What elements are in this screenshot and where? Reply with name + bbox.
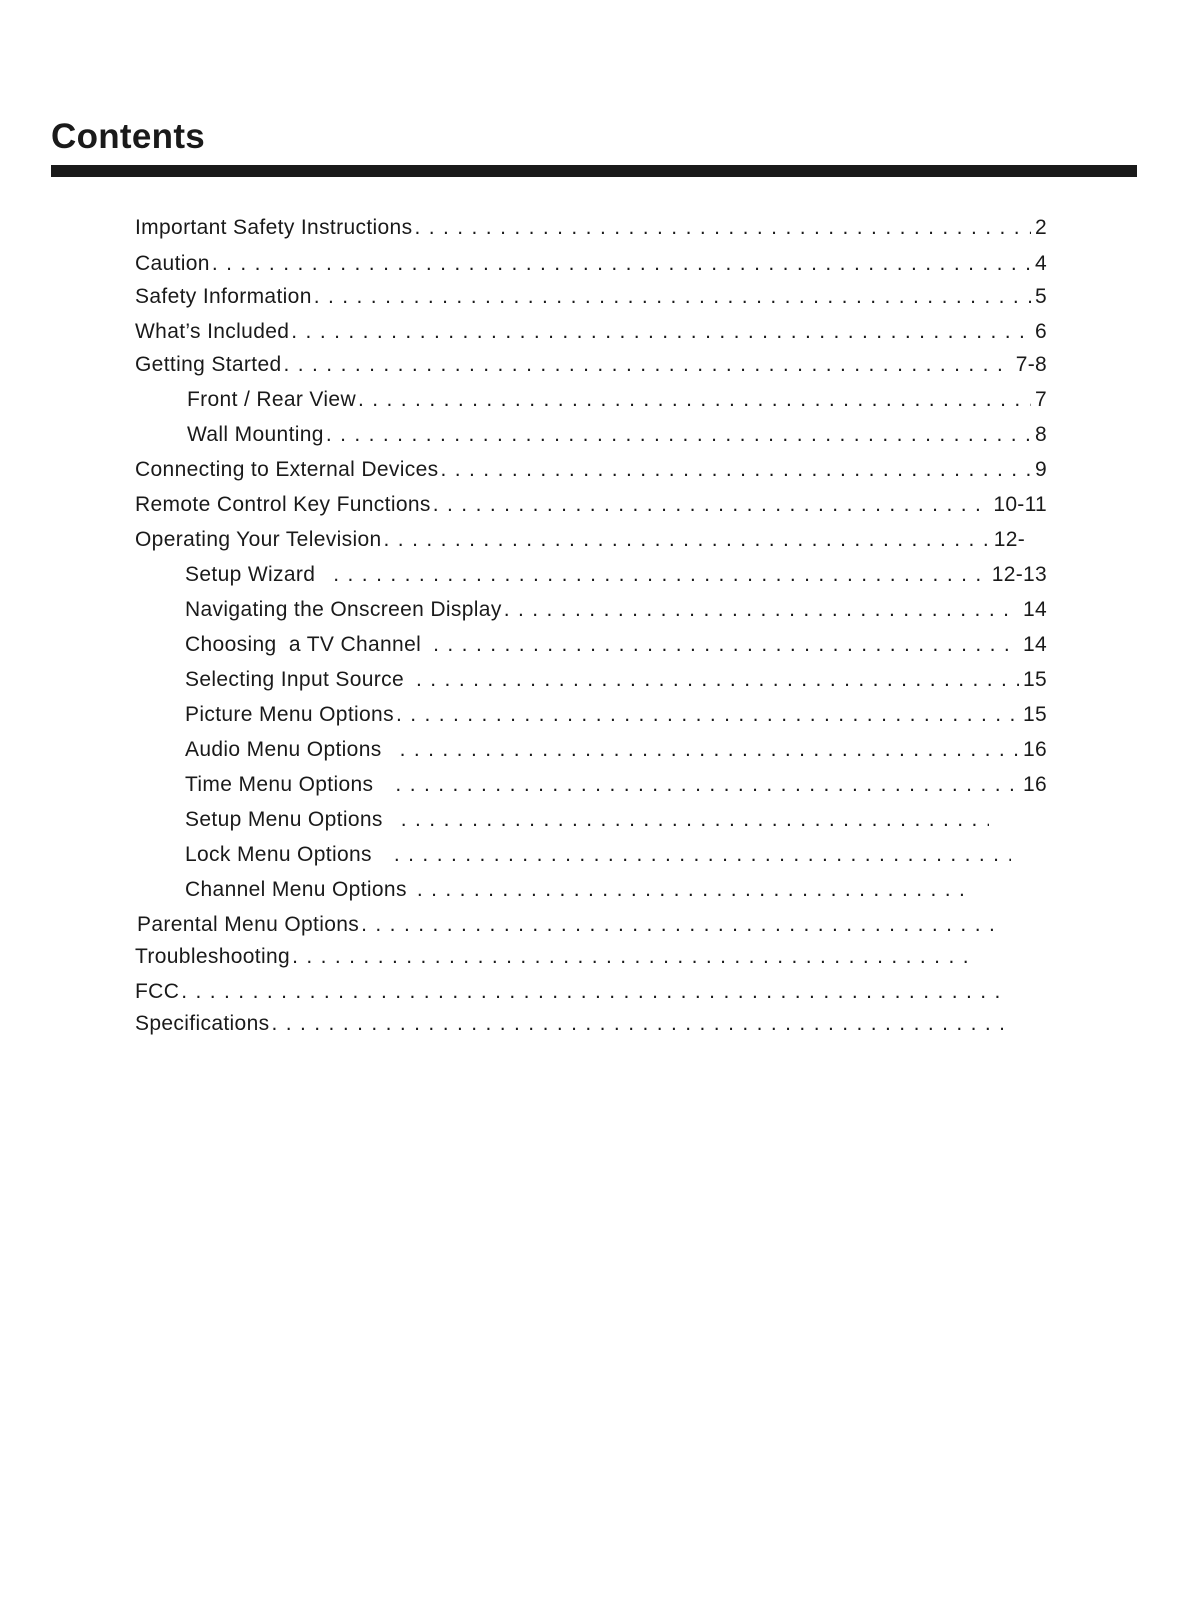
toc-entry-label: Troubleshooting bbox=[135, 945, 291, 968]
dot-leader bbox=[399, 806, 989, 834]
toc-entry-label: Lock Menu Options bbox=[185, 843, 372, 866]
toc-entry-label: Navigating the Onscreen Display bbox=[185, 598, 502, 621]
toc-entry-page: 12- bbox=[993, 528, 1025, 551]
toc-entry-label: Operating Your Television bbox=[135, 528, 382, 551]
dot-leader bbox=[179, 978, 1003, 1006]
toc-entry-setup-menu-options[interactable] bbox=[185, 806, 993, 834]
dot-leader bbox=[289, 318, 1031, 346]
toc-entry-page: 16 bbox=[1023, 773, 1047, 796]
toc-entry-label: Parental Menu Options bbox=[137, 913, 360, 936]
toc-entry-page: 15 bbox=[1023, 703, 1047, 726]
toc-entry-troubleshooting[interactable] bbox=[135, 943, 977, 971]
toc-entry-page: 7 bbox=[1035, 388, 1047, 411]
dot-leader bbox=[394, 701, 1019, 729]
dot-leader bbox=[356, 386, 1031, 414]
toc-entry-page: 10-11 bbox=[993, 493, 1047, 516]
toc-entry-front-rear-view[interactable] bbox=[187, 386, 1047, 414]
toc-entry-setup-wizard[interactable] bbox=[185, 561, 1047, 589]
toc-entry-page: 6 bbox=[1035, 320, 1047, 343]
dot-leader bbox=[269, 1010, 1003, 1038]
toc-entry-audio-menu-options[interactable] bbox=[185, 736, 1047, 764]
toc-entry-label: Picture Menu Options bbox=[185, 703, 394, 726]
toc-entry-wall-mounting[interactable] bbox=[187, 421, 1047, 449]
dot-leader bbox=[415, 876, 973, 904]
toc-entry-label: Remote Control Key Functions bbox=[135, 493, 431, 516]
dot-leader bbox=[210, 250, 1031, 278]
toc-entry-label: FCC bbox=[135, 980, 180, 1003]
toc-entry-specifications[interactable] bbox=[135, 1010, 1007, 1038]
toc-entry-page: 12-13 bbox=[991, 563, 1047, 586]
toc-entry-page: 7-8 bbox=[1015, 353, 1047, 376]
dot-leader bbox=[324, 421, 1031, 449]
toc-entry-label: Selecting Input Source bbox=[185, 668, 405, 691]
toc-entry-page: 9 bbox=[1035, 458, 1047, 481]
toc-entry-label: Safety Information bbox=[135, 285, 312, 308]
toc-entry-page: 8 bbox=[1035, 423, 1047, 446]
toc-entry-page: 15 bbox=[1023, 668, 1047, 691]
toc-entry-operating-your-television[interactable] bbox=[135, 526, 1025, 554]
toc-entry-label: Getting Started bbox=[135, 353, 282, 376]
toc-entry-page: 2 bbox=[1035, 216, 1047, 239]
page-title: Contents bbox=[51, 117, 206, 156]
dot-leader bbox=[331, 561, 988, 589]
toc-entry-label: Choosing a TV Channel bbox=[185, 633, 422, 656]
dot-leader bbox=[431, 491, 990, 519]
dot-leader bbox=[393, 771, 1019, 799]
toc-entry-label: Wall Mounting bbox=[187, 423, 324, 446]
toc-entry-page: 16 bbox=[1023, 738, 1047, 761]
toc-entry-page: 5 bbox=[1035, 285, 1047, 308]
toc-entry-label: What’s Included bbox=[135, 320, 290, 343]
toc-entry-choosing-tv-channel[interactable] bbox=[185, 631, 1047, 659]
toc-entry-label: Caution bbox=[135, 252, 210, 275]
dot-leader bbox=[359, 911, 1003, 939]
toc-entry-getting-started[interactable] bbox=[135, 351, 1047, 379]
toc-entry-fcc[interactable] bbox=[135, 978, 1007, 1006]
toc-entry-time-menu-options[interactable] bbox=[185, 771, 1047, 799]
dot-leader bbox=[398, 736, 1019, 764]
toc-entry-selecting-input-source[interactable] bbox=[185, 666, 1047, 694]
toc-entry-navigating-onscreen-display[interactable] bbox=[185, 596, 1047, 624]
toc-entry-lock-menu-options[interactable] bbox=[185, 841, 1015, 869]
toc-entry-page: 14 bbox=[1023, 633, 1047, 656]
toc-entry-label: Important Safety Instructions bbox=[135, 216, 413, 239]
toc-entry-caution[interactable] bbox=[135, 250, 1047, 278]
dot-leader bbox=[382, 526, 990, 554]
toc-entry-label: Connecting to External Devices bbox=[135, 458, 439, 481]
toc-entry-label: Setup Menu Options bbox=[185, 808, 383, 831]
dot-leader bbox=[414, 666, 1019, 694]
toc-entry-label: Time Menu Options bbox=[185, 773, 374, 796]
toc-entry-safety-information[interactable] bbox=[135, 283, 1047, 311]
dot-leader bbox=[282, 351, 1012, 379]
dot-leader bbox=[431, 631, 1019, 659]
toc-entry-important-safety-instructions[interactable] bbox=[135, 214, 1047, 242]
toc-entry-label: Audio Menu Options bbox=[185, 738, 382, 761]
toc-entry-parental-menu-options[interactable] bbox=[137, 911, 1007, 939]
toc-entry-remote-control-key-functions[interactable] bbox=[135, 491, 1047, 519]
toc-entry-label: Front / Rear View bbox=[187, 388, 356, 411]
toc-entry-page: 14 bbox=[1023, 598, 1047, 621]
toc-entry-label: Specifications bbox=[135, 1012, 270, 1035]
toc-entry-label: Channel Menu Options bbox=[185, 878, 407, 901]
toc-entry-label: Setup Wizard bbox=[185, 563, 316, 586]
dot-leader bbox=[312, 283, 1031, 311]
toc-entry-picture-menu-options[interactable] bbox=[185, 701, 1047, 729]
dot-leader bbox=[412, 214, 1031, 242]
dot-leader bbox=[439, 456, 1032, 484]
dot-leader bbox=[290, 943, 973, 971]
toc-entry-whats-included[interactable] bbox=[135, 318, 1047, 346]
toc-entry-page: 4 bbox=[1035, 252, 1047, 275]
dot-leader bbox=[502, 596, 1019, 624]
dot-leader bbox=[392, 841, 1011, 869]
toc-entry-connecting-external-devices[interactable] bbox=[135, 456, 1047, 484]
toc-entry-channel-menu-options[interactable] bbox=[185, 876, 977, 904]
